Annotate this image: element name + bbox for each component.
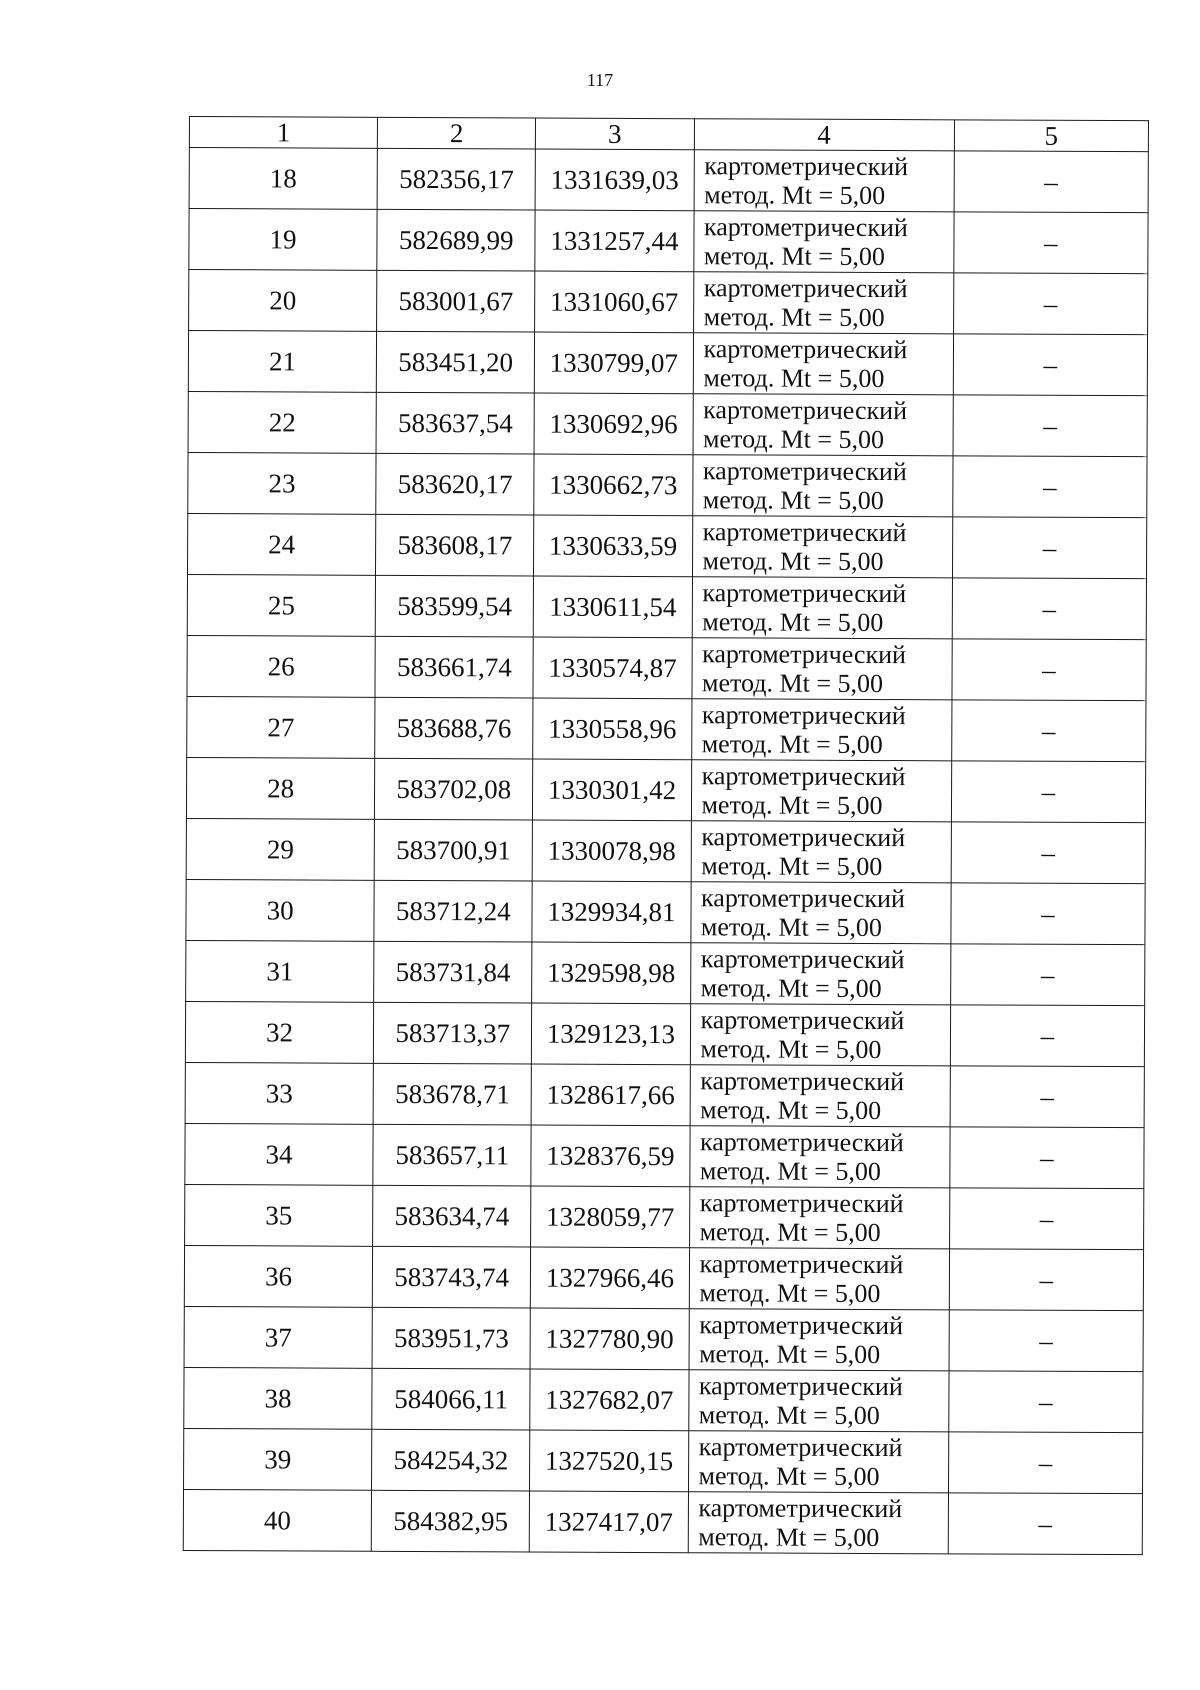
method-line-2: метод. Mt = 5,00 — [698, 1461, 880, 1492]
method-line-2: метод. Mt = 5,00 — [701, 729, 883, 760]
note-cell: – — [954, 212, 1148, 274]
point-number-cell: 20 — [189, 270, 377, 332]
method-cell — [689, 1126, 950, 1188]
method-line-1: картометрический — [703, 273, 908, 304]
coordinate-y-cell: 1328376,59 — [531, 1125, 689, 1187]
point-number-cell: 35 — [185, 1184, 373, 1246]
method-cell — [690, 1065, 951, 1127]
point-number-cell: 40 — [183, 1489, 371, 1551]
coordinate-y-cell: 1330301,42 — [533, 759, 691, 821]
method-cell — [692, 577, 953, 639]
coordinate-y-cell: 1328617,66 — [531, 1064, 689, 1126]
table-row — [186, 940, 1145, 1005]
coordinate-y-cell: 1327417,07 — [530, 1491, 688, 1553]
method-line-2: метод. Mt = 5,00 — [700, 1095, 882, 1126]
coordinate-y-cell: 1329598,98 — [532, 942, 690, 1004]
note-cell: – — [950, 1127, 1144, 1189]
method-cell — [690, 1004, 951, 1066]
note-cell: – — [953, 273, 1147, 335]
coordinate-x-cell: 583951,73 — [372, 1307, 530, 1369]
point-number-cell: 23 — [188, 452, 376, 514]
note-cell: – — [950, 1005, 1144, 1067]
method-line-2: метод. Mt = 5,00 — [701, 790, 883, 821]
coordinate-x-cell: 582356,17 — [377, 148, 535, 210]
point-number-cell: 18 — [189, 148, 377, 210]
note-cell: – — [953, 334, 1147, 396]
method-line-1: картометрический — [699, 1127, 904, 1158]
coordinate-y-cell: 1330692,96 — [534, 393, 692, 455]
table-row — [186, 879, 1145, 944]
coordinate-y-cell: 1330078,98 — [533, 820, 691, 882]
method-cell — [689, 1248, 950, 1310]
coordinate-x-cell: 584382,95 — [371, 1490, 529, 1552]
table-row — [189, 148, 1148, 213]
point-number-cell: 34 — [185, 1123, 373, 1185]
method-line-1: картометрический — [702, 639, 907, 670]
method-cell — [691, 760, 952, 822]
coordinate-x-cell: 583620,17 — [376, 453, 534, 515]
note-cell: – — [951, 883, 1145, 945]
table-row — [188, 331, 1147, 396]
point-number-cell: 32 — [185, 1001, 373, 1063]
table-row — [184, 1306, 1143, 1371]
method-line-1: картометрический — [701, 822, 906, 853]
table-row — [187, 574, 1146, 639]
table-row — [186, 818, 1145, 883]
method-line-2: метод. Mt = 5,00 — [700, 973, 882, 1004]
coordinate-y-cell: 1330558,96 — [533, 698, 691, 760]
method-cell — [693, 394, 954, 456]
method-line-1: картометрический — [699, 1188, 904, 1219]
coordinate-y-cell: 1328059,77 — [531, 1186, 689, 1248]
method-cell — [692, 455, 953, 517]
table-row — [187, 696, 1146, 761]
coordinate-x-cell: 583743,74 — [372, 1246, 530, 1308]
note-cell: – — [951, 761, 1145, 823]
table-row — [183, 1489, 1142, 1554]
method-line-1: картометрический — [698, 1432, 903, 1463]
point-number-cell: 31 — [186, 940, 374, 1002]
point-number-cell: 39 — [184, 1428, 372, 1490]
table-row — [186, 757, 1145, 822]
coordinate-x-cell: 583599,54 — [375, 575, 533, 637]
coordinate-y-cell: 1329934,81 — [532, 881, 690, 943]
method-line-2: метод. Mt = 5,00 — [698, 1400, 880, 1431]
note-cell: – — [949, 1188, 1143, 1250]
method-line-2: метод. Mt = 5,00 — [702, 607, 884, 638]
column-header: 2 — [378, 117, 536, 149]
note-cell: – — [949, 1371, 1143, 1433]
note-cell: – — [951, 700, 1145, 762]
table-row — [189, 209, 1148, 274]
method-cell — [689, 1309, 950, 1371]
method-line-2: метод. Mt = 5,00 — [698, 1522, 880, 1553]
table-row — [185, 1123, 1144, 1188]
method-line-1: картометрический — [701, 700, 906, 731]
method-line-1: картометрический — [703, 212, 908, 243]
method-line-1: картометрический — [700, 1066, 905, 1097]
method-cell — [693, 272, 954, 334]
point-number-cell: 26 — [187, 635, 375, 697]
note-cell: – — [948, 1432, 1142, 1494]
coordinate-x-cell: 583661,74 — [375, 636, 533, 698]
note-cell: – — [952, 639, 1146, 701]
method-line-1: картометрический — [700, 1005, 905, 1036]
note-cell: – — [950, 944, 1144, 1006]
coordinate-y-cell: 1327966,46 — [531, 1247, 689, 1309]
coordinate-x-cell: 583451,20 — [376, 331, 534, 393]
method-line-1: картометрический — [703, 334, 908, 365]
method-cell — [693, 211, 954, 273]
coordinate-y-cell: 1331257,44 — [535, 210, 693, 272]
coordinate-x-cell: 583634,74 — [373, 1185, 531, 1247]
method-line-2: метод. Mt = 5,00 — [702, 485, 884, 516]
coordinate-y-cell: 1327682,07 — [530, 1369, 688, 1431]
method-line-2: метод. Mt = 5,00 — [701, 668, 884, 699]
coordinate-y-cell: 1327520,15 — [530, 1430, 688, 1492]
method-cell — [693, 333, 954, 395]
method-cell — [690, 882, 951, 944]
note-cell: – — [951, 822, 1145, 884]
method-line-1: картометрический — [698, 1493, 903, 1524]
table-row — [185, 1184, 1144, 1249]
point-number-cell: 29 — [186, 818, 374, 880]
table-row — [184, 1428, 1143, 1493]
note-cell: – — [953, 395, 1147, 457]
method-cell — [688, 1370, 949, 1432]
method-cell — [691, 821, 952, 883]
coordinate-x-cell: 583678,71 — [373, 1063, 531, 1125]
coordinate-x-cell: 582689,99 — [377, 209, 535, 271]
coordinate-x-cell: 583700,91 — [374, 819, 532, 881]
coordinate-x-cell: 583657,11 — [373, 1124, 531, 1186]
point-number-cell: 19 — [189, 209, 377, 271]
method-line-1: картометрический — [702, 456, 907, 487]
point-number-cell: 28 — [186, 757, 374, 819]
note-cell: – — [952, 517, 1146, 579]
method-line-2: метод. Mt = 5,00 — [699, 1156, 881, 1187]
method-line-2: метод. Mt = 5,00 — [703, 424, 885, 455]
method-line-2: метод. Mt = 5,00 — [703, 241, 885, 272]
table-row — [187, 635, 1146, 700]
method-cell — [691, 638, 952, 700]
point-number-cell: 37 — [184, 1306, 372, 1368]
note-cell: – — [948, 1493, 1142, 1555]
table-header-row — [189, 117, 1148, 152]
method-cell — [690, 943, 951, 1005]
table-body — [183, 148, 1148, 1555]
coordinate-y-cell: 1331060,67 — [535, 271, 693, 333]
coordinate-x-cell: 584066,11 — [372, 1368, 530, 1430]
method-line-2: метод. Mt = 5,00 — [704, 180, 886, 211]
coordinate-x-cell: 584254,32 — [372, 1429, 530, 1491]
method-line-2: метод. Mt = 5,00 — [699, 1339, 881, 1370]
point-number-cell: 24 — [187, 513, 375, 575]
coordinates-table — [183, 116, 1149, 1555]
table-row — [184, 1367, 1143, 1432]
note-cell: – — [954, 151, 1148, 213]
method-cell — [691, 699, 952, 761]
method-line-1: картометрический — [701, 883, 905, 914]
coordinate-y-cell: 1330662,73 — [534, 454, 692, 516]
table-row — [185, 1062, 1144, 1127]
table-row — [189, 270, 1148, 335]
method-line-1: картометрический — [699, 1310, 904, 1341]
method-line-2: метод. Mt = 5,00 — [701, 851, 883, 882]
note-cell: – — [953, 456, 1147, 518]
note-cell: – — [952, 578, 1146, 640]
column-header: 4 — [694, 119, 954, 151]
coordinate-x-cell: 583637,54 — [376, 392, 534, 454]
coordinate-y-cell: 1327780,90 — [530, 1308, 688, 1370]
method-line-2: метод. Mt = 5,00 — [700, 1034, 882, 1065]
method-line-2: метод. Mt = 5,00 — [699, 1278, 881, 1309]
method-line-2: метод. Mt = 5,00 — [699, 1217, 881, 1248]
point-number-cell: 33 — [185, 1062, 373, 1124]
coordinate-x-cell: 583712,24 — [374, 880, 532, 942]
method-line-1: картометрический — [700, 944, 905, 975]
coordinate-y-cell: 1330633,59 — [534, 515, 692, 577]
coordinate-x-cell: 583688,76 — [375, 697, 533, 759]
point-number-cell: 27 — [187, 696, 375, 758]
coordinate-y-cell: 1331639,03 — [535, 149, 693, 211]
method-line-1: картометрический — [704, 151, 909, 182]
coordinate-x-cell: 583731,84 — [374, 941, 532, 1003]
point-number-cell: 38 — [184, 1367, 372, 1429]
point-number-cell: 36 — [184, 1245, 372, 1307]
method-line-1: картометрический — [702, 517, 907, 548]
note-cell: – — [950, 1066, 1144, 1128]
coordinate-y-cell: 1330574,87 — [533, 637, 691, 699]
table-row — [187, 513, 1146, 578]
method-cell — [694, 150, 955, 212]
note-cell: – — [949, 1249, 1143, 1311]
column-header: 1 — [189, 117, 377, 149]
table-row — [188, 391, 1147, 456]
method-line-1: картометрический — [698, 1371, 903, 1402]
method-cell — [692, 516, 953, 578]
point-number-cell: 25 — [187, 574, 375, 636]
method-cell — [689, 1187, 950, 1249]
note-cell: – — [949, 1310, 1143, 1372]
method-line-1: картометрический — [699, 1249, 904, 1280]
coordinate-y-cell: 1330799,07 — [535, 332, 693, 394]
coordinate-x-cell: 583608,17 — [376, 514, 534, 576]
coordinate-y-cell: 1329123,13 — [532, 1003, 690, 1065]
table-row — [188, 452, 1147, 517]
column-header: 3 — [536, 118, 694, 150]
coordinate-x-cell: 583702,08 — [375, 758, 533, 820]
page-number: 117 — [586, 70, 614, 90]
method-line-2: метод. Mt = 5,00 — [702, 546, 884, 577]
method-line-1: картометрический — [703, 395, 908, 426]
method-line-1: картометрический — [701, 761, 906, 792]
method-cell — [688, 1492, 949, 1554]
table-row — [185, 1001, 1144, 1066]
point-number-cell: 22 — [188, 391, 376, 453]
coordinate-y-cell: 1330611,54 — [534, 576, 692, 638]
point-number-cell: 30 — [186, 879, 374, 941]
coordinate-x-cell: 583713,37 — [374, 1002, 532, 1064]
method-line-2: метод. Mt = 5,00 — [703, 363, 885, 394]
point-number-cell: 21 — [188, 331, 376, 393]
method-cell — [688, 1431, 949, 1493]
table-row — [184, 1245, 1143, 1310]
method-line-1: картометрический — [702, 578, 907, 609]
method-line-2: метод. Mt = 5,00 — [703, 302, 885, 333]
coordinate-x-cell: 583001,67 — [377, 270, 535, 332]
method-line-2: метод. Mt = 5,00 — [700, 912, 883, 943]
column-header: 5 — [954, 120, 1148, 152]
